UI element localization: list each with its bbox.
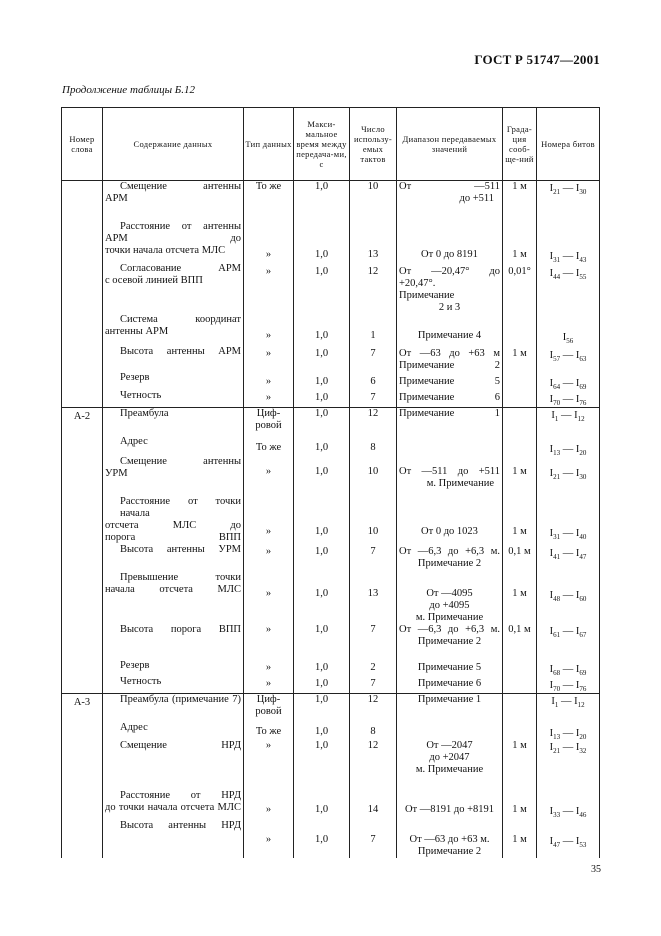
bit-numbers-cell: $I_{70}$ — $I_{76}$	[537, 676, 600, 694]
table-row	[62, 660, 600, 676]
gradation-cell: 0,1 м	[503, 544, 537, 572]
bit-numbers-cell: $I_{21}$ — $I_{30}$	[537, 456, 600, 496]
word-number-cell	[62, 496, 103, 544]
data-content-line: Превышение точки	[120, 571, 241, 583]
clock-count-cell: 14	[350, 790, 397, 820]
data-content-cell	[103, 544, 244, 572]
data-content-line: Смещение антенны	[120, 455, 241, 467]
value-range-line: От —6,3 до +6,3 м.	[399, 623, 500, 635]
table-row	[62, 496, 600, 544]
data-content-cell	[103, 372, 244, 390]
header-word-number: Номер слова	[62, 108, 103, 181]
data-content-line: с осевой линией ВПП	[105, 274, 203, 286]
data-content-line: УРМ	[105, 467, 128, 479]
data-type-cell: »	[244, 314, 294, 346]
value-range-line: до +511	[459, 193, 494, 204]
value-range-cell	[397, 496, 503, 544]
value-range-cell	[397, 181, 503, 221]
max-time-cell: 1,0	[294, 390, 350, 408]
bit-numbers-cell: $I_{13}$ — $I_{20}$	[537, 722, 600, 740]
word-number-cell	[62, 544, 103, 572]
data-content-line: Смещение антенны	[120, 181, 241, 192]
table-row	[62, 436, 600, 456]
bit-numbers-cell: $I_{21}$ — $I_{32}$	[537, 740, 600, 790]
data-type-cell: »	[244, 660, 294, 676]
bit-numbers-cell: $I_{68}$ — $I_{69}$	[537, 660, 600, 676]
data-content-line: отсчета МЛС до	[105, 519, 241, 531]
data-type-cell: »	[244, 496, 294, 544]
bit-numbers-cell: $I_{47}$ — $I_{53}$	[537, 820, 600, 858]
gradation-cell: 1 м	[503, 181, 537, 221]
value-range-line: Примечание 5	[399, 375, 500, 387]
clock-count-cell: 7	[350, 820, 397, 858]
data-content-cell	[103, 790, 244, 820]
value-range-cell	[397, 660, 503, 676]
table-row	[62, 408, 600, 436]
data-type-cell: »	[244, 676, 294, 694]
bit-numbers-cell: $I_{64}$ — $I_{69}$	[537, 372, 600, 390]
table-row	[62, 456, 600, 496]
gradation-cell	[503, 390, 537, 408]
word-number-cell	[62, 572, 103, 624]
gradation-cell	[503, 660, 537, 676]
value-range-line: От —4095	[426, 587, 473, 599]
data-content-cell	[103, 436, 244, 456]
max-time-cell: 1,0	[294, 572, 350, 624]
value-range-cell	[397, 572, 503, 624]
value-range-cell	[397, 346, 503, 372]
clock-count-cell: 10	[350, 181, 397, 221]
data-content-line: Резерв	[120, 371, 150, 383]
data-content-line: начала отсчета МЛС	[105, 583, 241, 595]
value-range-line: От 0 до 8191	[421, 248, 478, 260]
word-number-cell	[62, 790, 103, 820]
clock-count-cell: 12	[350, 408, 397, 436]
data-content-cell	[103, 676, 244, 694]
bit-numbers-cell: $I_{48}$ — $I_{60}$	[537, 572, 600, 624]
clock-count-cell: 12	[350, 263, 397, 314]
value-range-line: Примечание	[399, 289, 455, 301]
value-range-line: Примечание 6	[399, 391, 500, 403]
data-content-line: Преамбула (примечание 7)	[120, 694, 241, 705]
data-content-line: АРМ до	[105, 232, 241, 244]
value-range-cell	[397, 790, 503, 820]
clock-count-cell: 8	[350, 722, 397, 740]
gradation-cell: 1 м	[503, 572, 537, 624]
gradation-cell: 0,01°	[503, 263, 537, 314]
word-number-cell	[62, 346, 103, 372]
max-time-cell: 1,0	[294, 676, 350, 694]
max-time-cell: 1,0	[294, 372, 350, 390]
value-range-line: до +4095	[429, 599, 470, 611]
table-row	[62, 372, 600, 390]
data-type-cell: »	[244, 790, 294, 820]
table-row	[62, 624, 600, 660]
header-clock-count: Число использу-емых тактов	[350, 108, 397, 181]
data-type-cell: То же	[244, 181, 294, 221]
data-type-cell: »	[244, 390, 294, 408]
header-max-time: Макси-мальное время между передача-ми, с	[294, 108, 350, 181]
word-number-cell	[62, 221, 103, 263]
value-range-line: От —63 до +63 м.	[409, 833, 490, 845]
data-content-cell	[103, 624, 244, 660]
clock-count-cell: 7	[350, 676, 397, 694]
max-time-cell: 1,0	[294, 694, 350, 722]
value-range-cell	[397, 372, 503, 390]
gradation-cell: 1 м	[503, 496, 537, 544]
value-range-line: до +2047	[429, 751, 470, 763]
value-range-line: 2 и 3	[438, 301, 461, 313]
word-number-cell	[62, 676, 103, 694]
max-time-cell: 1,0	[294, 790, 350, 820]
word-number-cell	[62, 820, 103, 858]
data-content-line: Расстояние от точки начала	[120, 495, 241, 519]
word-number-cell	[62, 456, 103, 496]
data-type-cell: Циф-ровой	[244, 408, 294, 436]
data-content-line: Расстояние от антенны	[120, 220, 241, 232]
bit-numbers-cell: $I_1$ — $I_{12}$	[537, 694, 600, 722]
max-time-cell: 1,0	[294, 314, 350, 346]
data-content-line: Расстояние от НРД	[120, 789, 241, 801]
table-row	[62, 221, 600, 263]
data-content-line: Смещение НРД	[120, 739, 241, 751]
page-number: 35	[591, 864, 601, 875]
data-type-cell: »	[244, 740, 294, 790]
data-content-line: Высота порога ВПП	[120, 623, 241, 635]
gradation-cell: 1 м	[503, 456, 537, 496]
gradation-cell	[503, 372, 537, 390]
table-row	[62, 740, 600, 790]
data-content-cell	[103, 722, 244, 740]
word-number-cell	[62, 660, 103, 676]
table-row	[62, 263, 600, 314]
value-range-line: Примечание 1	[417, 694, 482, 705]
value-range-line: Примечание 5	[417, 661, 482, 673]
max-time-cell: 1,0	[294, 660, 350, 676]
value-range-line: От —63 до +63 м	[399, 347, 500, 359]
gradation-cell	[503, 722, 537, 740]
data-content-line: Четность	[120, 675, 162, 687]
value-range-line: От —511 до +511	[399, 465, 500, 477]
clock-count-cell: 7	[350, 544, 397, 572]
data-content-cell	[103, 314, 244, 346]
table-row	[62, 722, 600, 740]
value-range-cell	[397, 722, 503, 740]
table-row	[62, 676, 600, 694]
value-range-line: От —2047	[426, 739, 473, 751]
value-range-line: От 0 до 1023	[421, 525, 478, 537]
value-range-cell	[397, 408, 503, 436]
gradation-cell: 1 м	[503, 820, 537, 858]
gradation-cell: 0,1 м	[503, 624, 537, 660]
value-range-cell	[397, 436, 503, 456]
table-row	[62, 790, 600, 820]
clock-count-cell: 7	[350, 390, 397, 408]
bit-numbers-cell: $I_{31}$ — $I_{43}$	[537, 221, 600, 263]
data-content-cell	[103, 408, 244, 436]
data-content-cell	[103, 181, 244, 221]
bit-numbers-cell: $I_{21}$ — $I_{30}$	[537, 181, 600, 221]
word-number-cell	[62, 390, 103, 408]
data-type-cell: »	[244, 624, 294, 660]
data-content-line: Высота антенны НРД	[120, 819, 241, 831]
data-content-line: до точки начала отсчета МЛС	[105, 801, 241, 813]
bit-numbers-cell: $I_{41}$ — $I_{47}$	[537, 544, 600, 572]
data-type-cell: Циф-ровой	[244, 694, 294, 722]
data-content-cell	[103, 694, 244, 722]
value-range-line: Примечание 1	[399, 408, 500, 419]
standard-number: ГОСТ Р 51747—2001	[474, 52, 600, 67]
data-type-cell: То же	[244, 436, 294, 456]
bit-numbers-cell: $I_{56}$	[537, 314, 600, 346]
data-content-cell	[103, 221, 244, 263]
data-type-cell: »	[244, 221, 294, 263]
clock-count-cell: 7	[350, 624, 397, 660]
clock-count-cell: 1	[350, 314, 397, 346]
value-range-line: Примечание 2	[399, 359, 500, 371]
value-range-line: От —6,3 до +6,3 м.	[399, 545, 500, 557]
data-content-line: антенны АРМ	[105, 325, 169, 337]
value-range-line: От —511	[399, 181, 500, 192]
header-data-type: Тип данных	[244, 108, 294, 181]
word-number-cell	[62, 624, 103, 660]
value-range-cell	[397, 624, 503, 660]
max-time-cell: 1,0	[294, 740, 350, 790]
value-range-line: Примечание 4	[417, 329, 482, 341]
value-range-cell	[397, 263, 503, 314]
value-range-line: м. Примечание	[426, 477, 494, 489]
gradation-cell: 1 м	[503, 221, 537, 263]
data-content-line: порога ВПП	[105, 531, 241, 543]
word-number-cell	[62, 181, 103, 221]
word-number-cell	[62, 722, 103, 740]
value-range-line: От —20,47° до +20,47°.	[399, 265, 500, 289]
gradation-cell	[503, 408, 537, 436]
max-time-cell: 1,0	[294, 221, 350, 263]
bit-numbers-cell: $I_{31}$ — $I_{40}$	[537, 496, 600, 544]
table-header-row	[62, 108, 600, 181]
data-type-cell: »	[244, 372, 294, 390]
clock-count-cell: 10	[350, 456, 397, 496]
value-range-cell	[397, 694, 503, 722]
word-number-cell	[62, 314, 103, 346]
data-content-line: Высота антенны АРМ	[120, 345, 241, 357]
data-content-cell	[103, 346, 244, 372]
clock-count-cell: 12	[350, 740, 397, 790]
header-value-range: Диапазон передаваемых значений	[397, 108, 503, 181]
clock-count-cell: 10	[350, 496, 397, 544]
data-content-line: Четность	[120, 389, 162, 401]
value-range-line: Примечание 2	[417, 557, 482, 569]
data-content-line: Высота антенны УРМ	[120, 543, 241, 555]
gradation-cell	[503, 694, 537, 722]
table-row	[62, 314, 600, 346]
data-type-cell: »	[244, 572, 294, 624]
value-range-cell	[397, 456, 503, 496]
bit-numbers-cell: $I_{44}$ — $I_{55}$	[537, 263, 600, 314]
table-continuation-caption: Продолжение таблицы Б.12	[62, 84, 196, 96]
data-type-cell: »	[244, 820, 294, 858]
bit-numbers-cell: $I_{70}$ — $I_{76}$	[537, 390, 600, 408]
value-range-cell	[397, 820, 503, 858]
data-table	[61, 107, 600, 858]
gradation-cell	[503, 676, 537, 694]
clock-count-cell: 7	[350, 346, 397, 372]
data-content-line: Согласование АРМ	[120, 262, 241, 274]
data-content-cell	[103, 572, 244, 624]
table-row	[62, 694, 600, 722]
word-number-cell	[62, 740, 103, 790]
max-time-cell: 1,0	[294, 181, 350, 221]
data-type-cell: »	[244, 456, 294, 496]
table-row	[62, 544, 600, 572]
max-time-cell: 1,0	[294, 722, 350, 740]
header-bit-numbers: Номера битов	[537, 108, 600, 181]
gradation-cell	[503, 436, 537, 456]
data-type-cell: »	[244, 346, 294, 372]
table-row	[62, 820, 600, 858]
value-range-line: Примечание 2	[417, 635, 482, 647]
bit-numbers-cell: $I_{33}$ — $I_{46}$	[537, 790, 600, 820]
max-time-cell: 1,0	[294, 263, 350, 314]
clock-count-cell: 13	[350, 221, 397, 263]
data-content-cell	[103, 456, 244, 496]
value-range-line: Примечание 6	[417, 677, 482, 689]
data-content-line: Система координат	[120, 313, 241, 325]
value-range-cell	[397, 221, 503, 263]
table-row	[62, 572, 600, 624]
data-content-cell	[103, 390, 244, 408]
bit-numbers-cell: $I_{57}$ — $I_{63}$	[537, 346, 600, 372]
data-content-line: Преамбула	[120, 408, 169, 419]
data-content-line: Адрес	[120, 435, 148, 447]
value-range-line: м. Примечание	[415, 763, 484, 775]
data-type-cell: То же	[244, 722, 294, 740]
data-content-cell	[103, 496, 244, 544]
gradation-cell	[503, 314, 537, 346]
clock-count-cell: 13	[350, 572, 397, 624]
max-time-cell: 1,0	[294, 408, 350, 436]
value-range-line: Примечание 2	[417, 845, 482, 857]
gradation-cell: 1 м	[503, 740, 537, 790]
data-content-cell	[103, 820, 244, 858]
bit-numbers-cell: $I_{61}$ — $I_{67}$	[537, 624, 600, 660]
max-time-cell: 1,0	[294, 820, 350, 858]
word-number-cell	[62, 372, 103, 390]
data-content-line: Адрес	[120, 721, 148, 733]
data-content-line: точки начала отсчета МЛС	[105, 244, 226, 256]
max-time-cell: 1,0	[294, 346, 350, 372]
header-data-content: Содержание данных	[103, 108, 244, 181]
bit-numbers-cell: $I_{13}$ — $I_{20}$	[537, 436, 600, 456]
max-time-cell: 1,0	[294, 496, 350, 544]
data-content-cell	[103, 740, 244, 790]
value-range-line: м. Примечание	[415, 611, 484, 623]
max-time-cell: 1,0	[294, 544, 350, 572]
clock-count-cell: 12	[350, 694, 397, 722]
table-row	[62, 346, 600, 372]
word-number-cell: А-2	[62, 408, 103, 436]
value-range-cell	[397, 390, 503, 408]
word-number-cell	[62, 436, 103, 456]
clock-count-cell: 2	[350, 660, 397, 676]
table-row	[62, 390, 600, 408]
clock-count-cell: 8	[350, 436, 397, 456]
max-time-cell: 1,0	[294, 456, 350, 496]
bit-numbers-cell: $I_1$ — $I_{12}$	[537, 408, 600, 436]
value-range-cell	[397, 676, 503, 694]
clock-count-cell: 6	[350, 372, 397, 390]
max-time-cell: 1,0	[294, 624, 350, 660]
gradation-cell: 1 м	[503, 790, 537, 820]
header-gradation: Града-ция сооб-ще-ний	[503, 108, 537, 181]
value-range-cell	[397, 544, 503, 572]
data-content-cell	[103, 660, 244, 676]
gradation-cell: 1 м	[503, 346, 537, 372]
table-row	[62, 181, 600, 221]
data-content-cell	[103, 263, 244, 314]
value-range-cell	[397, 314, 503, 346]
data-content-line: Резерв	[120, 659, 150, 671]
value-range-cell	[397, 740, 503, 790]
data-type-cell: »	[244, 263, 294, 314]
word-number-cell	[62, 263, 103, 314]
max-time-cell: 1,0	[294, 436, 350, 456]
data-content-line: АРМ	[105, 193, 128, 204]
data-type-cell: »	[244, 544, 294, 572]
value-range-line: От —8191 до +8191	[404, 803, 495, 815]
word-number-cell: А-3	[62, 694, 103, 722]
